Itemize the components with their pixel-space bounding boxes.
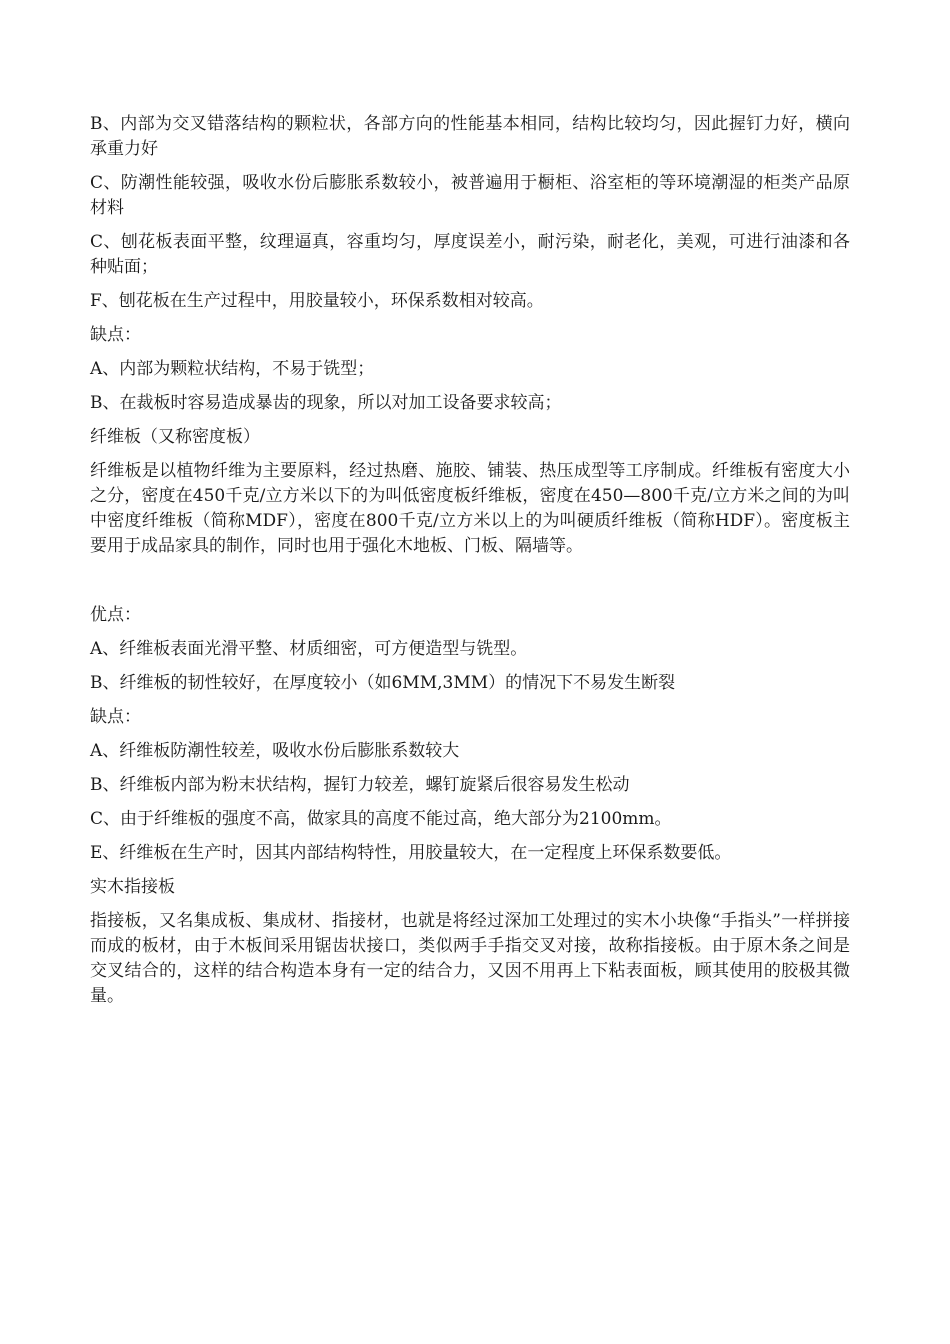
finger-joint-board-heading: 实木指接板 bbox=[90, 877, 175, 897]
fiberboard-con-e: E、纤维板在生产时，因其内部结构特性，用胶量较大，在一定程度上环保系数要低。 bbox=[90, 843, 732, 863]
particleboard-con-b: B、在裁板时容易造成暴齿的现象，所以对加工设备要求较高； bbox=[90, 393, 562, 413]
fiberboard-con-b: B、纤维板内部为粉末状结构，握钉力较差，螺钉旋紧后很容易发生松动 bbox=[90, 775, 630, 795]
particleboard-cons-heading: 缺点： bbox=[90, 325, 141, 345]
finger-joint-board-description: 指接板，又名集成板、集成材、指接材，也就是将经过深加工处理过的实木小块像“手指头”一样拼接而成的板材，由于木板间采用锯齿状接口，类似两手手指交叉对接，故称指接板。由于原木条之间是交叉结合的，这样的结合构造本身有一定的结合力，又因不用再上下粘表面板，顾其使用的胶极其微量。 bbox=[90, 911, 850, 1006]
fiberboard-cons-heading: 缺点： bbox=[90, 707, 141, 727]
particleboard-pro-c2: C、刨花板表面平整，纹理逼真，容重均匀，厚度误差小，耐污染，耐老化，美观，可进行油漆和各种贴面； bbox=[90, 232, 850, 277]
document-page bbox=[90, 112, 850, 1018]
fiberboard-pros-heading: 优点： bbox=[90, 605, 141, 625]
fiberboard-section-heading: 纤维板（又称密度板） bbox=[90, 427, 260, 447]
blank-line bbox=[90, 571, 850, 603]
particleboard-con-a: A、内部为颗粒状结构，不易于铣型； bbox=[90, 359, 375, 379]
particleboard-pro-b: B、内部为交叉错落结构的颗粒状，各部方向的性能基本相同，结构比较均匀，因此握钉力好，横向承重力好 bbox=[90, 114, 850, 159]
fiberboard-con-c: C、由于纤维板的强度不高，做家具的高度不能过高，绝大部分为2100mm。 bbox=[90, 809, 672, 829]
particleboard-pro-c1: C、防潮性能较强，吸收水份后膨胀系数较小，被普遍用于橱柜、浴室柜的等环境潮湿的柜类产品原材料 bbox=[90, 173, 850, 218]
fiberboard-pro-a: A、纤维板表面光滑平整、材质细密，可方便造型与铣型。 bbox=[90, 639, 528, 659]
fiberboard-description: 纤维板是以植物纤维为主要原料，经过热磨、施胶、铺装、热压成型等工序制成。纤维板有密度大小之分，密度在450千克/立方米以下的为叫低密度板纤维板，密度在450—800千克/立方米之间的为叫中密度纤维板（简称MDF），密度在800千克/立方米以上的为叫硬质纤维板（简称HDF）。密度板主要用于成品家具的制作，同时也用于强化木地板、门板、隔墙等。 bbox=[90, 461, 850, 556]
fiberboard-pro-b: B、纤维板的韧性较好，在厚度较小（如6MM,3MM）的情况下不易发生断裂 bbox=[90, 673, 676, 693]
fiberboard-con-a: A、纤维板防潮性较差，吸收水份后膨胀系数较大 bbox=[90, 741, 460, 761]
particleboard-pro-f: F、刨花板在生产过程中，用胶量较小，环保系数相对较高。 bbox=[90, 291, 544, 311]
